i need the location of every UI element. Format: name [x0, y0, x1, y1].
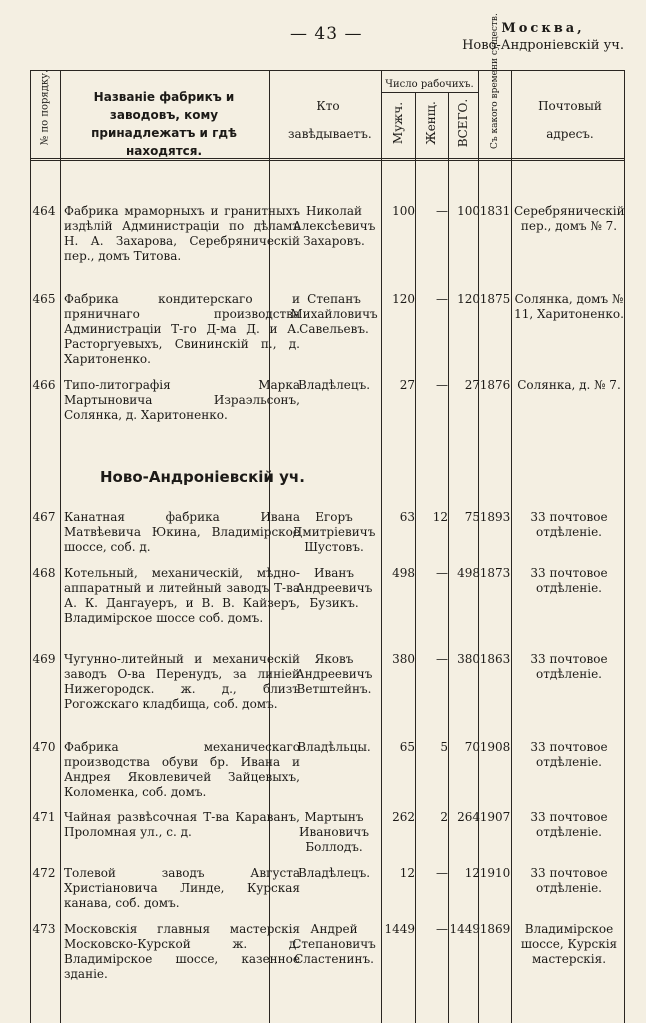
- row-number: 465: [32, 292, 56, 306]
- factory-name: Чайная развѣсочная Т-ва Караванъ, Проломная ул., с. д.: [64, 810, 300, 839]
- manager: Николай Алексѣевичъ Захаровъ.: [292, 204, 376, 248]
- manager: Владѣлецъ.: [297, 378, 371, 392]
- male-count: 63: [399, 510, 415, 524]
- total-count: 70: [464, 740, 480, 754]
- founded-year: 1893: [479, 510, 511, 524]
- postal-address: 33 почтовое отдѣленіе.: [530, 866, 608, 895]
- header-address: Почтовый адресъ.: [538, 99, 602, 141]
- female-count: —: [436, 922, 448, 936]
- male-count: 498: [392, 566, 415, 580]
- male-count: 1449: [384, 922, 415, 936]
- col-rule: [415, 92, 416, 1023]
- running-head-city: Москва,: [501, 21, 585, 36]
- factory-name: Толевой заводъ Августа Христіановича Линде, Курская канава, соб. домъ.: [64, 866, 300, 910]
- postal-address: Серебряническій пер., домъ № 7.: [514, 204, 625, 233]
- rule-top: [30, 70, 624, 71]
- row-number: 467: [32, 510, 56, 524]
- row-number: 471: [32, 810, 56, 824]
- female-count: —: [436, 292, 448, 306]
- male-count: 65: [399, 740, 415, 754]
- header-name: Названіе фабрикъ и заводовъ, кому принадлежатъ и гдѣ находятся.: [91, 90, 237, 158]
- col-rule: [60, 70, 61, 1023]
- factory-name: Фабрика мраморныхъ и гранитныхъ издѣлій Администраціи по дѣламъ Н. А. Захарова, Серебряническій пер., домъ Титова.: [64, 204, 300, 263]
- founded-year: 1869: [479, 922, 511, 936]
- female-count: —: [436, 204, 448, 218]
- founded-year: 1908: [479, 740, 511, 754]
- male-count: 27: [399, 378, 415, 392]
- female-count: 12: [432, 510, 448, 524]
- row-number: 464: [32, 204, 56, 218]
- postal-address: 33 почтовое отдѣленіе.: [530, 810, 608, 839]
- header-manager: Кто завѣдываетъ.: [288, 99, 372, 141]
- col-rule: [511, 70, 512, 1023]
- factory-name: Типо-литографія Марка Мартыновича Израэльсонъ, Солянка, д. Харитоненко.: [64, 378, 300, 422]
- female-count: —: [436, 566, 448, 580]
- postal-address: 33 почтовое отдѣленіе.: [530, 566, 608, 595]
- founded-year: 1831: [479, 204, 511, 218]
- section-title: Ново-Андроніевскій уч.: [100, 468, 305, 486]
- total-count: 75: [464, 510, 480, 524]
- running-head-district: Ново-Андроніевскій уч.: [462, 38, 624, 53]
- manager: Андрей Степановичъ Сластенинъ.: [292, 922, 376, 966]
- factory-name: Канатная фабрика Ивана Матвѣевича Юкина, Владимірское шоссе, соб. д.: [64, 510, 300, 554]
- female-count: —: [436, 378, 448, 392]
- factory-name: Чугунно-литейный и механическій заводъ О-ва Перенудъ, за линіей Нижегородск. ж. д., близъ Рогожскаго кладбища, соб. домъ.: [64, 652, 300, 711]
- manager: Владѣлецъ.: [297, 866, 371, 880]
- male-count: 262: [392, 810, 415, 824]
- factory-name: Котельный, механическій, мѣдно-аппаратный и литейный заводъ Т-ва А. К. Дангауеръ, и В. В. Кайзеръ, Владимірское шоссе соб. домъ.: [64, 566, 300, 625]
- total-count: 380: [457, 652, 480, 666]
- header-no: № по порядку.: [39, 69, 51, 146]
- female-count: 2: [440, 810, 448, 824]
- manager: Иванъ Андреевичъ Бузикъ.: [295, 566, 373, 610]
- total-count: 12: [464, 866, 480, 880]
- founded-year: 1875: [479, 292, 511, 306]
- total-count: 1449: [449, 922, 480, 936]
- factory-name: Фабрика кондитерскаго и пряничнаго производства Администраціи Т-го Д-ма Д. и А. Расторгуевыхъ, Свининскій п., д. Харитоненко.: [64, 292, 300, 366]
- female-count: —: [436, 652, 448, 666]
- postal-address: Владимірское шоссе, Курскія мастерскія.: [520, 922, 618, 966]
- manager: Степанъ Михайловичъ Савельевъ.: [290, 292, 378, 336]
- postal-address: Солянка, д. № 7.: [517, 378, 621, 392]
- postal-address: 33 почтовое отдѣленіе.: [530, 510, 608, 539]
- total-count: 264: [457, 810, 480, 824]
- founded-year: 1907: [479, 810, 511, 824]
- male-count: 120: [392, 292, 415, 306]
- female-count: —: [436, 866, 448, 880]
- manager: Егоръ Дмитріевичъ Шустовъ.: [292, 510, 376, 554]
- row-number: 469: [32, 652, 56, 666]
- total-count: 498: [457, 566, 480, 580]
- header-total: ВСЕГО.: [456, 98, 470, 148]
- factory-name: Фабрика механическаго производства обуви бр. Ивана и Андрея Яковлевичей Зайцевыхъ, Коломенка, соб. домъ.: [64, 740, 300, 799]
- row-number: 470: [32, 740, 56, 754]
- page-number: — 43 —: [290, 24, 363, 44]
- manager: Мартынъ Ивановичъ Боллодъ.: [299, 810, 369, 854]
- male-count: 100: [392, 204, 415, 218]
- founded-year: 1910: [479, 866, 511, 880]
- founded-year: 1863: [479, 652, 511, 666]
- postal-address: 33 почтовое отдѣленіе.: [530, 652, 608, 681]
- header-female: Женщ.: [424, 101, 438, 145]
- manager: Владѣльцы.: [297, 740, 371, 754]
- row-number: 473: [32, 922, 56, 936]
- male-count: 12: [399, 866, 415, 880]
- founded-year: 1876: [479, 378, 511, 392]
- male-count: 380: [392, 652, 415, 666]
- total-count: 27: [464, 378, 480, 392]
- postal-address: 33 почтовое отдѣленіе.: [530, 740, 608, 769]
- postal-address: Солянка, домъ № 11, Харитоненко.: [514, 292, 624, 321]
- founded-year: 1873: [479, 566, 511, 580]
- header-year: Съ какого времени существ.: [490, 13, 500, 149]
- col-rule: [448, 92, 449, 1023]
- row-number: 472: [32, 866, 56, 880]
- female-count: 5: [440, 740, 448, 754]
- manager: Яковъ Андреевичъ Ветштейнъ.: [295, 652, 373, 696]
- row-number: 466: [32, 378, 56, 392]
- total-count: 100: [457, 204, 480, 218]
- header-male: Мужч.: [391, 101, 405, 145]
- header-workers: Число рабочихъ.: [385, 79, 474, 90]
- running-head: [462, 20, 624, 54]
- factory-name: Московскія главныя мастерскія Московско-Курской ж. д. Владимірское шоссе, казенное зданіе.: [64, 922, 300, 981]
- total-count: 120: [457, 292, 480, 306]
- row-number: 468: [32, 566, 56, 580]
